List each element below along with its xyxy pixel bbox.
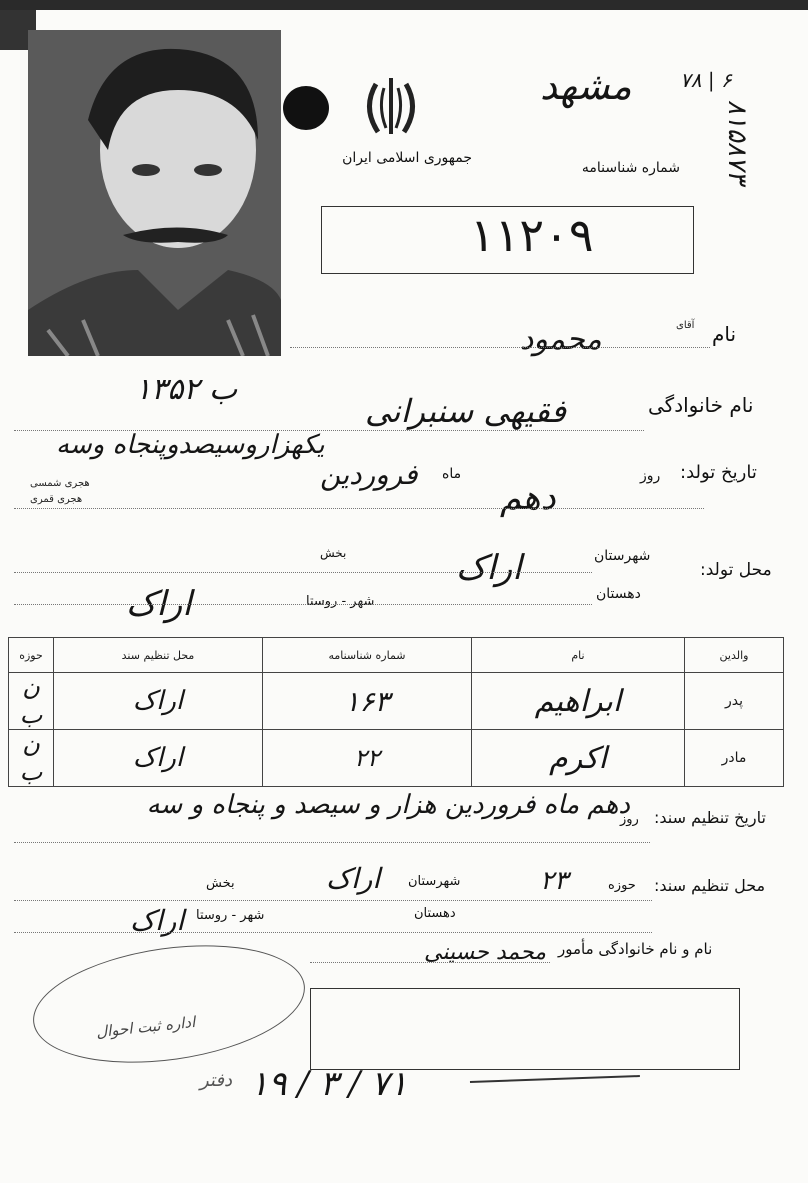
birth-district-label: بخش <box>320 546 347 560</box>
officer-value: محمد حسینی <box>424 940 547 965</box>
cell-zone: ن ب <box>9 673 54 730</box>
issue-date-label: تاریخ تنظیم سند: <box>654 808 766 827</box>
stamp-oval <box>26 929 313 1078</box>
birth-city-value: اراک <box>126 584 192 624</box>
id-number-label: شماره شناسنامه <box>581 160 680 176</box>
officer-label: نام و نام خانوادگی مأمور <box>558 940 713 958</box>
issue-dehestan-label: دهستان <box>414 906 456 921</box>
header-parents: والدین <box>685 638 784 673</box>
id-number-value: ۱۱۲۰۹ <box>470 208 594 262</box>
issue-county-label: شهرستان <box>408 874 461 889</box>
cell-zone: ن ب <box>9 730 54 787</box>
family-name-value: فقیهی سنبرانی <box>365 392 566 430</box>
issue-date-value: دهم ماه فروردین هزار و سیصد و پنجاه و سه <box>146 790 630 820</box>
family-name-label: نام خانوادگی <box>648 393 754 417</box>
birth-year-value: یکهزاروسیصدوپنجاه وسه <box>56 430 325 460</box>
city-handwritten: مشهد <box>540 64 632 108</box>
issue-city-value: اراک <box>130 904 185 937</box>
header-place: محل تنظیم سند <box>54 638 263 673</box>
header-zone: حوزه <box>9 638 54 673</box>
issue-zone-value: ۲۳ <box>540 866 568 896</box>
serial-vertical: ۸۱۵۸۷۳ <box>722 100 752 184</box>
title-mark: آقای <box>676 320 695 331</box>
cell-id: ۱۶۳ <box>263 673 472 730</box>
cell-role: مادر <box>685 730 784 787</box>
issue-district-label: بخش <box>206 876 235 891</box>
punch-hole <box>283 86 329 130</box>
birth-place-line-1 <box>14 572 592 573</box>
signature-box <box>310 988 740 1070</box>
stamp-text: اداره ثبت احوال <box>95 1012 197 1042</box>
year-shamsi: هجری شمسی <box>30 478 90 489</box>
emblem-icon <box>356 74 426 140</box>
issue-place-label: محل تنظیم سند: <box>654 876 766 895</box>
cell-role: پدر <box>685 673 784 730</box>
birth-month-label: ماه <box>442 466 462 482</box>
cell-id: ۲۲ <box>263 730 472 787</box>
birth-county-value: اراک <box>456 548 522 588</box>
name-label: نام <box>712 322 737 346</box>
birth-dehestan-label: دهستان <box>596 586 641 602</box>
birth-place-label: محل تولد: <box>700 560 772 580</box>
stamp-sub: دفتر <box>200 1070 232 1091</box>
birth-place-line-2 <box>14 604 592 605</box>
birth-day-value: دهم <box>500 478 556 518</box>
officer-line <box>310 962 550 963</box>
issue-zone-label: حوزه <box>608 878 636 893</box>
stamp-underline <box>470 1075 640 1087</box>
first-name-value: محمود <box>520 322 602 357</box>
serial-top: ۷۸ | ۶ <box>680 68 732 92</box>
birth-city-village-label: شهر - روستا <box>306 594 375 609</box>
country-name: جمهوری اسلامی ایران <box>342 150 472 166</box>
issue-place-line-1 <box>14 900 652 901</box>
issue-place-line-2 <box>14 932 652 933</box>
cell-place: اراک <box>54 673 263 730</box>
issue-city-village-label: شهر - روستا <box>196 908 265 923</box>
issue-day-label: روز <box>620 812 639 827</box>
header-id: شماره شناسنامه <box>263 638 472 673</box>
name-line <box>290 347 710 348</box>
birth-date-label: تاریخ تولد: <box>680 462 757 483</box>
parents-table <box>8 637 784 787</box>
table-row-father <box>9 673 784 730</box>
birth-county-label: شهرستان <box>594 548 651 564</box>
stamp-date: ۷۱ / ۳ / ۱۹ <box>250 1064 408 1104</box>
birth-month-value: فروردین <box>320 458 418 491</box>
issue-date-line <box>14 842 650 843</box>
issue-county-value: اراک <box>326 862 381 895</box>
cell-name: اکرم <box>472 730 685 787</box>
portrait-photo <box>28 30 281 356</box>
table-row-mother <box>9 730 784 787</box>
header-name: نام <box>472 638 685 673</box>
year-qamari: هجری قمری <box>30 494 83 505</box>
birth-date-line <box>14 508 704 509</box>
cell-place: اراک <box>54 730 263 787</box>
top-edge <box>0 0 808 10</box>
birth-day-label: روز <box>640 468 661 484</box>
code-note: ۱۳۵۲ ب <box>135 372 238 407</box>
cell-name: ابراهیم <box>472 673 685 730</box>
